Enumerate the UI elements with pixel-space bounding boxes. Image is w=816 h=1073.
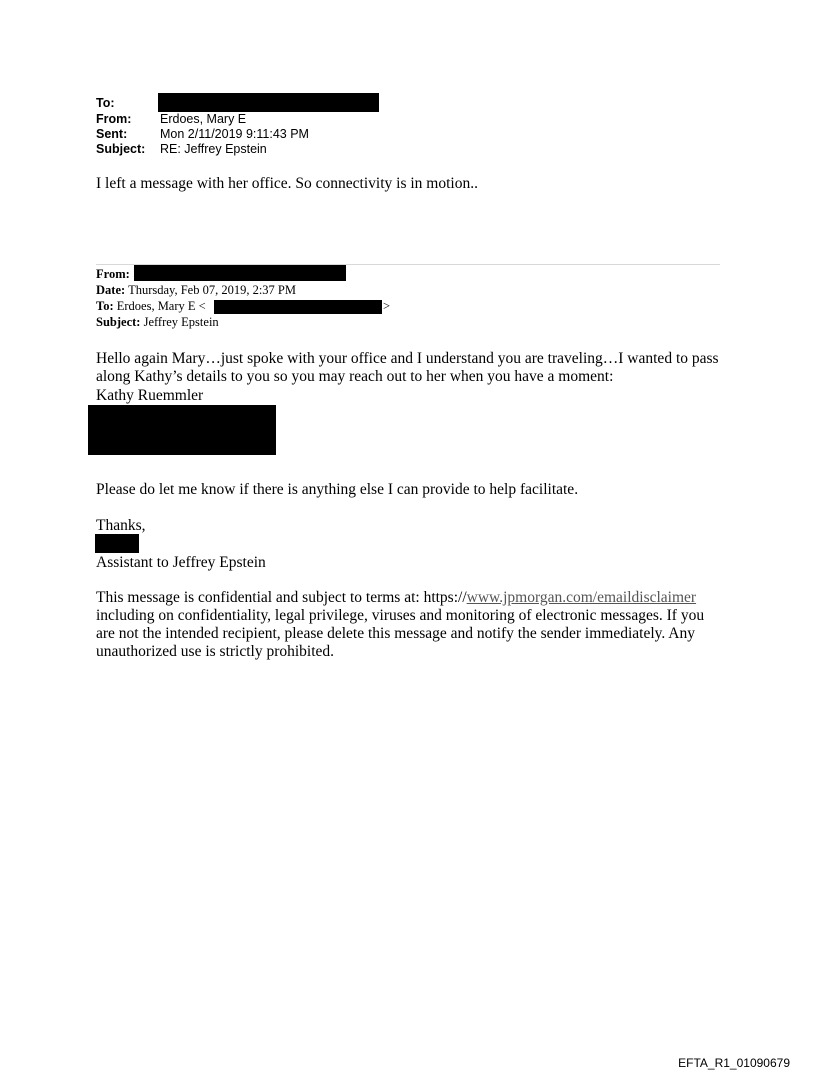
from-label: From:	[96, 112, 132, 126]
quoted-date-label: Date:	[96, 283, 126, 297]
quoted-subject-row	[96, 315, 219, 329]
disclaimer	[96, 589, 726, 661]
header-subject-row	[96, 142, 267, 157]
sent-label: Sent:	[96, 127, 128, 141]
redaction-contact-details	[88, 405, 276, 455]
contact-name: Kathy Ruemmler	[96, 387, 204, 404]
redaction-quoted-from	[134, 265, 346, 281]
quoted-from-row	[96, 267, 130, 281]
quoted-date-row	[96, 283, 296, 297]
quoted-to-value: Erdoes, Mary E <	[116, 299, 206, 313]
subject-value: RE: Jeffrey Epstein	[160, 142, 267, 156]
quoted-to-label: To:	[96, 299, 114, 313]
message-paragraph-2: Please do let me know if there is anything else I can provide to help facilitate.	[96, 481, 579, 498]
quoted-to-close: >	[383, 299, 391, 313]
disclaimer-rest: including on confidentiality, legal privilege, viruses and monitoring of electronic messages. If you are not the intended recipient, please delete this message and notify the sender immediately. Any unauthorized use is strictly prohibited.	[96, 607, 705, 660]
redaction-quoted-to	[214, 300, 382, 314]
to-label: To:	[96, 96, 115, 110]
header-to-row	[96, 96, 160, 111]
quoted-subject-label: Subject:	[96, 315, 141, 329]
reply-body: I left a message with her office. So connectivity is in motion..	[96, 175, 478, 192]
quoted-from-label: From:	[96, 267, 130, 281]
header-sent-row	[96, 127, 309, 142]
redaction-to	[158, 93, 379, 112]
quoted-to-row	[96, 299, 206, 313]
disclaimer-link[interactable]: www.jpmorgan.com/emaildisclaimer	[466, 589, 697, 606]
from-value: Erdoes, Mary E	[160, 112, 247, 126]
sent-value: Mon 2/11/2019 9:11:43 PM	[160, 127, 309, 141]
disclaimer-prefix: This message is confidential and subject to terms at: https://	[96, 589, 467, 606]
subject-label: Subject:	[96, 142, 146, 156]
document-id: EFTA_R1_01090679	[678, 1056, 790, 1070]
signature-title: Assistant to Jeffrey Epstein	[96, 554, 266, 571]
redaction-signature	[95, 534, 139, 553]
quoted-date-value: Thursday, Feb 07, 2019, 2:37 PM	[128, 283, 297, 297]
thanks-line: Thanks,	[96, 517, 146, 534]
header-from-row	[96, 112, 246, 127]
quoted-subject-value: Jeffrey Epstein	[143, 315, 219, 329]
message-paragraph-1: Hello again Mary…just spoke with your office and I understand you are traveling…I wanted to pass along Kathy’s details to you so you may reach out to her when you have a moment:	[96, 350, 719, 385]
